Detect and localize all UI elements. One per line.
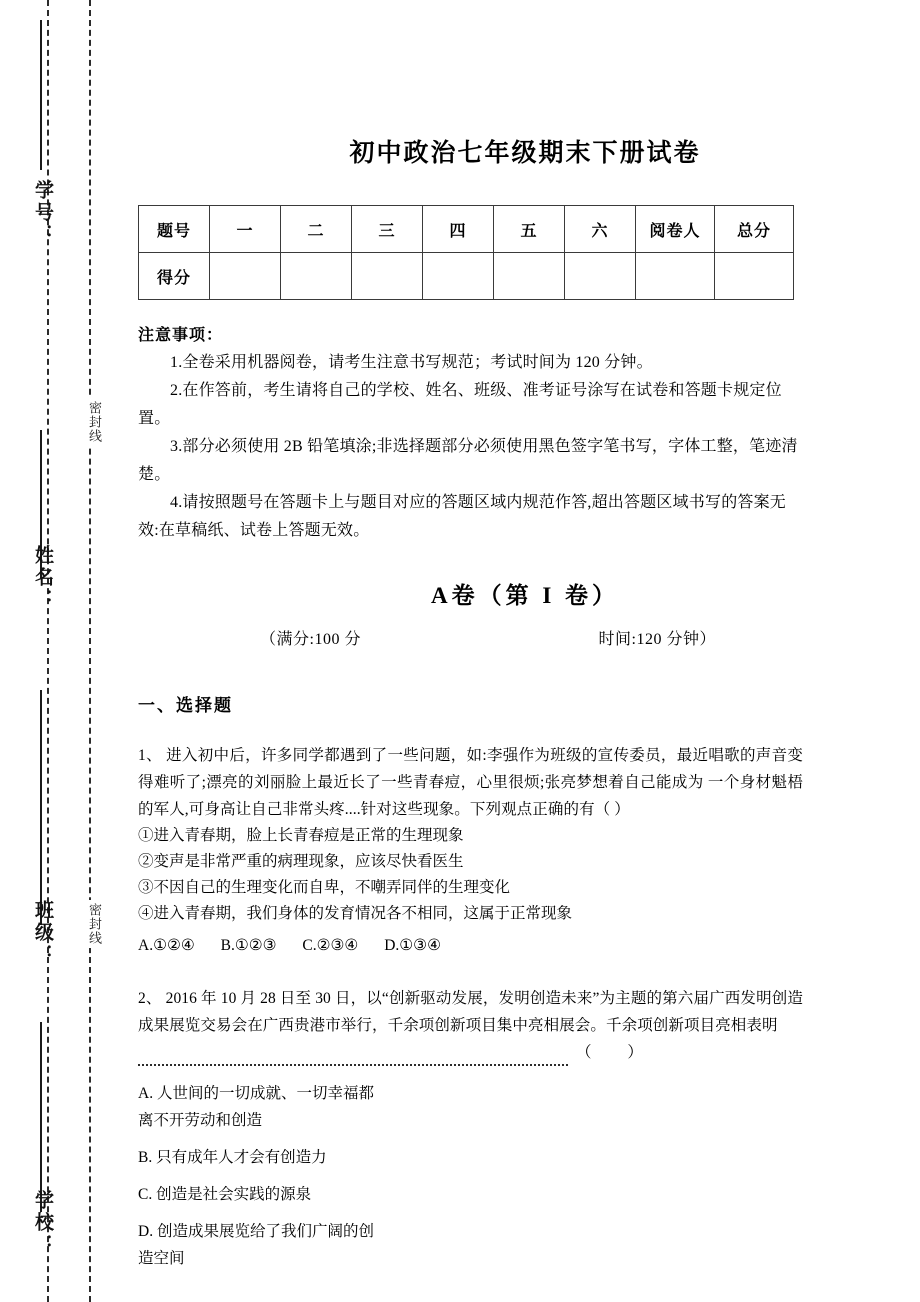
question-1-option-c[interactable]: C.②③④ <box>302 937 359 954</box>
question-1-option-b[interactable]: B.①②③ <box>220 937 277 954</box>
table-header-col-1: 一 <box>210 206 281 253</box>
question-2-option-c[interactable]: C. 创造是社会实践的源泉 <box>138 1186 312 1203</box>
question-2-option-a[interactable]: A. 人世间的一切成就、一切幸福都离不开劳动和创造 <box>138 1085 374 1129</box>
table-header-col-3: 三 <box>352 206 423 253</box>
table-header-total: 总分 <box>715 206 794 253</box>
section-heading-choice: 一、选择题 <box>138 696 233 715</box>
field-rule-class <box>40 690 42 925</box>
score-cell-6[interactable] <box>565 253 636 300</box>
leader-dots <box>138 1050 568 1066</box>
seal-margin <box>0 0 130 1302</box>
seal-dashed-line-outer <box>89 0 91 1302</box>
question-area <box>138 691 803 1272</box>
question-1 <box>138 742 803 959</box>
question-2-stem: 2、 2016 年 10 月 28 日至 30 日，以“创新驱动发展，发明创造未来”为主题的第六届广西发明创造成果展览交易会在广西贵港市举行，千余项创新项目集中亮相展会。千余项创新项目亮相表明 <box>138 990 803 1034</box>
question-1-option-a[interactable]: A.①②④ <box>138 937 195 954</box>
question-1-stem: 1、 进入初中后，许多同学都遇到了一些问题，如:李强作为班级的宣传委员，最近唱歌的声音变得难听了;漂亮的刘丽脸上最近长了一些青春痘，心里很烦;张亮梦想着自己能成为 一个身材魁梧的军人,可身高让自己非常头疼....针对这些现象。下列观点正确的有（ ） <box>138 747 803 818</box>
score-cell-total[interactable] <box>715 253 794 300</box>
table-row <box>139 253 794 300</box>
exam-sheet <box>130 0 920 1302</box>
question-1-statement-2: ②变声是非常严重的病理现象，应该尽快看医生 <box>138 853 464 870</box>
table-header-col-2: 二 <box>281 206 352 253</box>
field-label-class: 班级： <box>32 900 53 966</box>
question-2 <box>138 985 803 1272</box>
field-label-student-id: 学号： <box>32 180 53 246</box>
notice-item-2: 2.在作答前，考生请将自己的学校、姓名、班级、准考证号涂写在试卷和答题卡规定位置。 <box>138 382 782 427</box>
table-row <box>139 206 794 253</box>
notices-block <box>138 322 798 545</box>
notice-item-4: 4.请按照题号在答题卡上与题目对应的答题区域内规范作答,超出答题区域书写的答案无效:在草稿纸、试卷上答题无效。 <box>138 494 787 539</box>
notices-heading: 注意事项： <box>138 327 224 344</box>
question-1-statement-1: ①进入青春期，脸上长青春痘是正常的生理现象 <box>138 827 464 844</box>
field-rule-student-id <box>40 20 42 170</box>
score-cell-1[interactable] <box>210 253 281 300</box>
score-table <box>138 205 794 300</box>
seal-label-bottom: 密封线 <box>80 900 102 948</box>
score-cell-2[interactable] <box>281 253 352 300</box>
table-header-col-4: 四 <box>423 206 494 253</box>
paper-a-meta <box>130 626 798 649</box>
field-rule-school <box>40 1022 42 1212</box>
field-label-name: 姓名： <box>32 545 53 611</box>
table-header-grader: 阅卷人 <box>636 206 715 253</box>
paper-a-duration: 时间:120 分钟） <box>598 631 716 648</box>
score-cell-3[interactable] <box>352 253 423 300</box>
score-cell-4[interactable] <box>423 253 494 300</box>
question-2-answer-paren[interactable]: （ ） <box>576 1044 659 1061</box>
score-cell-5[interactable] <box>494 253 565 300</box>
score-cell-grader[interactable] <box>636 253 715 300</box>
question-1-option-d[interactable]: D.①③④ <box>384 937 441 954</box>
table-header-col-5: 五 <box>494 206 565 253</box>
paper-a-title: A卷（第 I 卷） <box>430 583 620 608</box>
table-header-col-6: 六 <box>565 206 636 253</box>
question-1-statement-3: ③不因自己的生理变化而自卑，不嘲弄同伴的生理变化 <box>138 879 511 896</box>
table-header-score: 得分 <box>139 253 210 300</box>
page-title: 初中政治七年级期末下册试卷 <box>349 140 701 167</box>
table-header-question-no: 题号 <box>139 206 210 253</box>
question-2-option-d[interactable]: D. 创造成果展览给了我们广阔的创造空间 <box>138 1223 374 1267</box>
notice-item-3: 3.部分必须使用 2B 铅笔填涂;非选择题部分必须使用黑色签字笔书写，字体工整，笔迹清楚。 <box>138 438 798 483</box>
seal-label-top: 密封线 <box>80 398 102 446</box>
question-2-answer-leader <box>138 1039 803 1066</box>
question-1-statement-4: ④进入青春期，我们身体的发育情况各不相同，这属于正常现象 <box>138 905 573 922</box>
question-1-answer-options <box>138 933 803 959</box>
paper-a-full-score: （满分:100 分 <box>260 631 361 648</box>
question-2-option-b[interactable]: B. 只有成年人才会有创造力 <box>138 1149 327 1166</box>
field-label-school: 学校： <box>32 1190 53 1256</box>
notice-item-1: 1.全卷采用机器阅卷，请考生注意书写规范；考试时间为 120 分钟。 <box>170 354 653 371</box>
